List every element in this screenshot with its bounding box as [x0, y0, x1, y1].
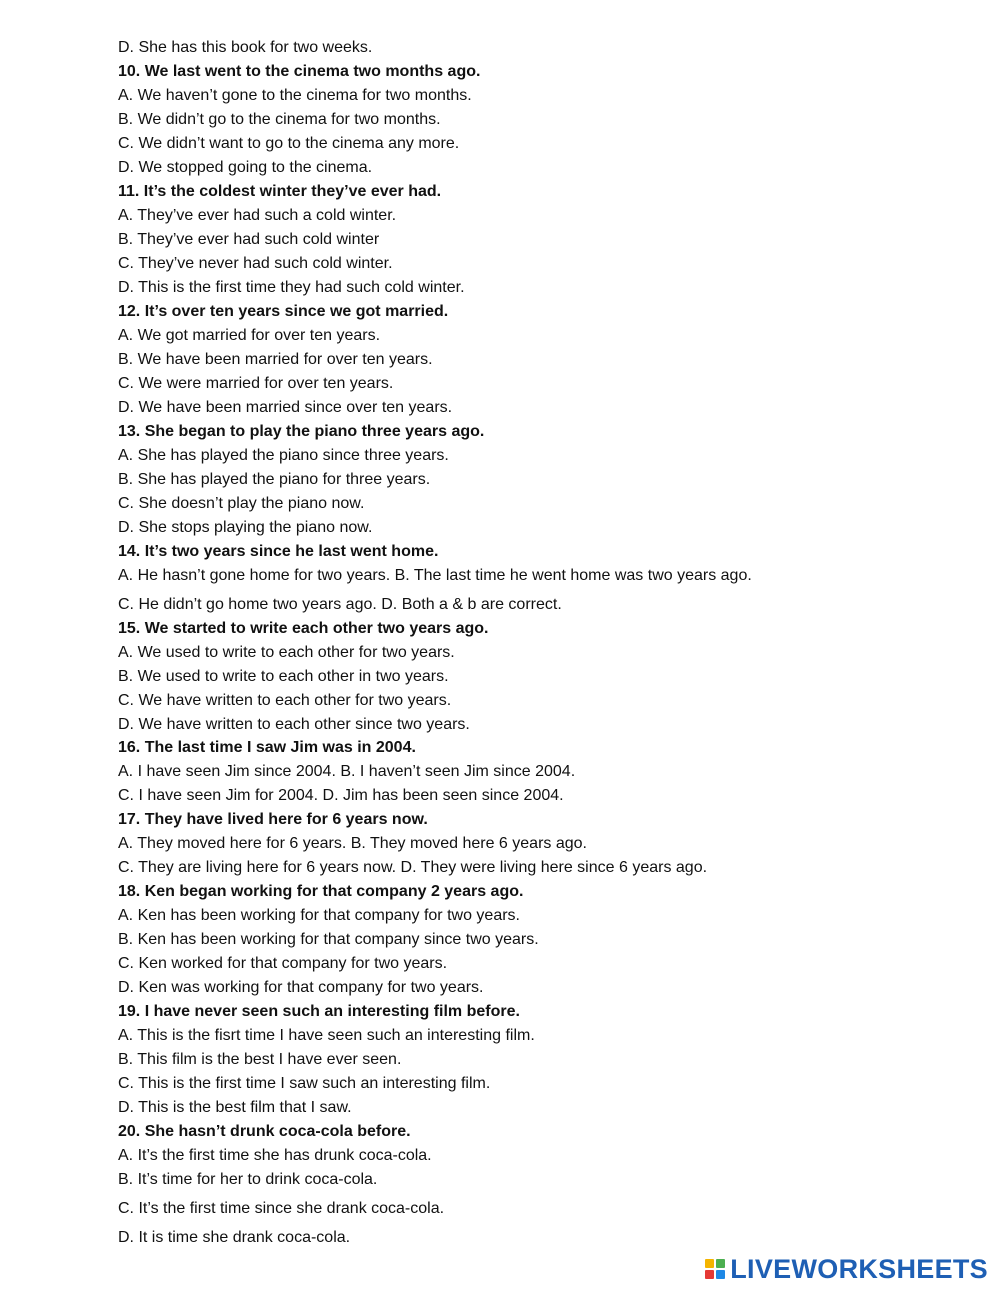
question-stem: 20. She hasn’t drunk coca-cola before.	[118, 1123, 411, 1140]
answer-option: A. We haven’t gone to the cinema for two months.	[118, 87, 472, 104]
answer-option: C. It’s the first time since she drank coca-cola.	[118, 1200, 445, 1217]
question-stem: 13. She began to play the piano three years ago.	[118, 423, 485, 440]
answer-option: D. We stopped going to the cinema.	[118, 159, 373, 176]
answer-option: B. Ken has been working for that company since two years.	[118, 931, 539, 948]
answer-option: C. He didn’t go home two years ago. D. Both a & b are correct.	[118, 596, 562, 613]
question-stem: 10. We last went to the cinema two months ago.	[118, 63, 481, 80]
answer-option: A. They’ve ever had such a cold winter.	[118, 207, 397, 224]
answer-option: B. She has played the piano for three years.	[118, 471, 431, 488]
question-stem: 15. We started to write each other two years ago.	[118, 620, 489, 637]
answer-option: A. She has played the piano since three years.	[118, 447, 449, 464]
answer-option: C. They are living here for 6 years now. D. They were living here since 6 years ago.	[118, 859, 708, 876]
answer-option: A. Ken has been working for that company for two years.	[118, 907, 520, 924]
answer-option: C. Ken worked for that company for two years.	[118, 955, 448, 972]
liveworksheets-logo[interactable]	[705, 1254, 988, 1284]
question-stem: 17. They have lived here for 6 years now.	[118, 811, 428, 828]
answer-option: D. Ken was working for that company for two years.	[118, 979, 484, 996]
answer-option: B. It’s time for her to drink coca-cola.	[118, 1171, 378, 1188]
question-stem: 14. It’s two years since he last went home.	[118, 543, 439, 560]
answer-option: C. I have seen Jim for 2004. D. Jim has been seen since 2004.	[118, 787, 564, 804]
answer-option: C. She doesn’t play the piano now.	[118, 495, 365, 512]
logo-square-red	[705, 1270, 714, 1279]
question-stem: 11. It’s the coldest winter they’ve ever had.	[118, 183, 442, 200]
answer-option: C. This is the first time I saw such an interesting film.	[118, 1075, 491, 1092]
answer-option: D. She has this book for two weeks.	[118, 39, 373, 56]
answer-option: A. They moved here for 6 years. B. They moved here 6 years ago.	[118, 835, 587, 852]
answer-option: D. It is time she drank coca-cola.	[118, 1229, 351, 1246]
logo-square-green	[716, 1259, 725, 1268]
answer-option: A. We got married for over ten years.	[118, 327, 381, 344]
answer-option: B. This film is the best I have ever seen.	[118, 1051, 402, 1068]
question-stem: 18. Ken began working for that company 2 years ago.	[118, 883, 524, 900]
liveworksheets-logo-icon	[705, 1259, 725, 1279]
answer-option: B. We have been married for over ten years.	[118, 351, 433, 368]
answer-option: A. It’s the first time she has drunk coca-cola.	[118, 1147, 432, 1164]
answer-option: C. They’ve never had such cold winter.	[118, 255, 393, 272]
answer-option: A. This is the fisrt time I have seen such an interesting film.	[118, 1027, 535, 1044]
answer-option: B. We didn’t go to the cinema for two months.	[118, 111, 441, 128]
question-stem: 16. The last time I saw Jim was in 2004.	[118, 739, 416, 756]
answer-option: C. We have written to each other for two years.	[118, 692, 452, 709]
logo-square-blue	[716, 1270, 725, 1279]
logo-text: LIVEWORKSHEETS	[730, 1253, 988, 1284]
question-stem: 12. It’s over ten years since we got married.	[118, 303, 449, 320]
answer-option: C. We were married for over ten years.	[118, 375, 394, 392]
answer-option: D. We have written to each other since two years.	[118, 716, 470, 733]
answer-option: B. We used to write to each other in two years.	[118, 668, 449, 685]
answer-option: B. They’ve ever had such cold winter	[118, 231, 380, 248]
answer-option: A. I have seen Jim since 2004. B. I haven’t seen Jim since 2004.	[118, 763, 576, 780]
logo-square-yellow	[705, 1259, 714, 1268]
question-stem: 19. I have never seen such an interesting film before.	[118, 1003, 520, 1020]
answer-option: D. She stops playing the piano now.	[118, 519, 373, 536]
answer-option: D. This is the first time they had such cold winter.	[118, 279, 465, 296]
answer-option: A. We used to write to each other for two years.	[118, 644, 455, 661]
answer-option: C. We didn’t want to go to the cinema any more.	[118, 135, 460, 152]
answer-option: D. This is the best film that I saw.	[118, 1099, 352, 1116]
answer-option: D. We have been married since over ten years.	[118, 399, 453, 416]
answer-option: A. He hasn’t gone home for two years. B. The last time he went home was two years ago.	[118, 567, 752, 584]
